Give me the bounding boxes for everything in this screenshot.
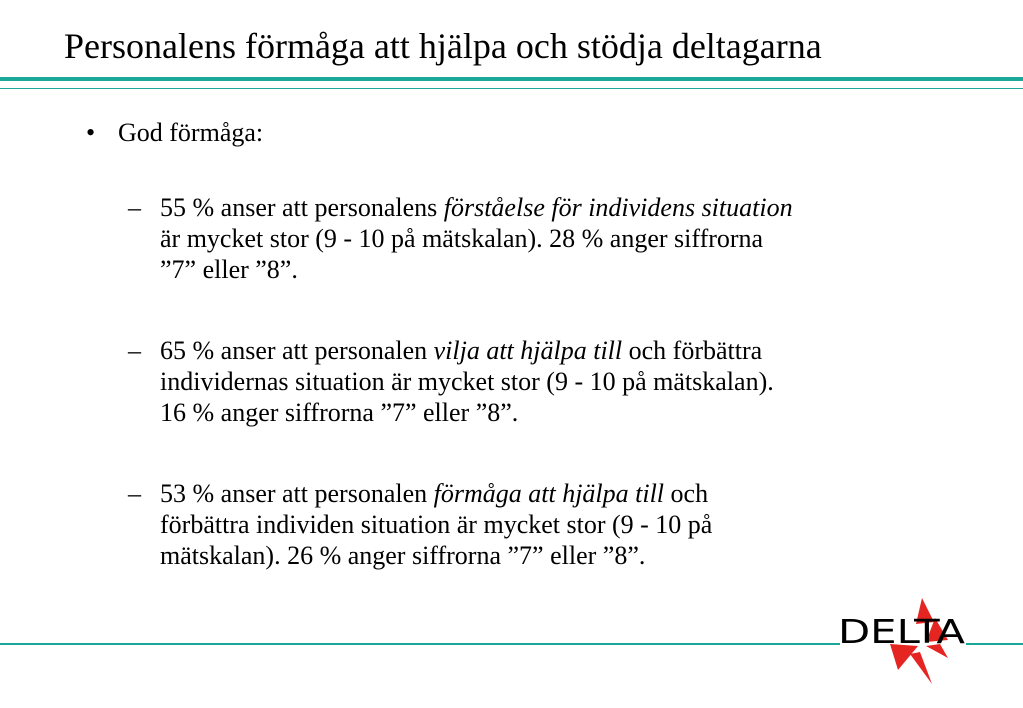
sub-bullet-1 xyxy=(128,192,948,285)
emphasis-text: förståelse för individens situation xyxy=(443,193,793,222)
sub-bullet-line: 16 % anger siffrorna ”7” eller ”8”. xyxy=(160,398,519,427)
sub-bullet-3 xyxy=(128,478,948,571)
sub-bullet-line: individernas situation är mycket stor (9 - 10 på mätskalan). xyxy=(160,367,774,396)
sub-bullet-line: är mycket stor (9 - 10 på mätskalan). 28 % anger siffrorna xyxy=(160,224,764,253)
slide-title: Personalens förmåga att hjälpa och stödja deltagarna xyxy=(64,26,822,66)
footer-rule xyxy=(966,643,1023,645)
dash-marker: – xyxy=(128,193,141,222)
dash-marker: – xyxy=(128,336,141,365)
bullet-marker: • xyxy=(86,118,96,147)
text-run: och förbättra xyxy=(622,336,763,365)
sub-bullet-line xyxy=(128,192,948,223)
sub-bullet-line xyxy=(128,478,948,509)
logo-wordmark: DELTA xyxy=(838,612,966,651)
emphasis-text: vilja att hjälpa till xyxy=(433,336,623,365)
bullet-text: God förmåga: xyxy=(118,118,264,147)
emphasis-text: förmåga att hjälpa till xyxy=(433,479,665,508)
main-bullet xyxy=(86,118,263,148)
text-run: 55 % anser att personalens xyxy=(160,193,444,222)
text-run: och xyxy=(664,479,709,508)
sub-bullet-2 xyxy=(128,335,948,428)
sub-bullet-line: ”7” eller ”8”. xyxy=(160,255,298,284)
header-rule-thick xyxy=(0,77,1023,81)
sub-bullet-line xyxy=(128,335,948,366)
text-run: 65 % anser att personalen xyxy=(160,336,434,365)
header-rule-thin xyxy=(0,88,1023,89)
dash-marker: – xyxy=(128,479,141,508)
sub-bullet-line: förbättra individen situation är mycket stor (9 - 10 på xyxy=(160,510,713,539)
footer-rule xyxy=(0,643,840,645)
text-run: 53 % anser att personalen xyxy=(160,479,434,508)
sub-bullet-line: mätskalan). 26 % anger siffrorna ”7” eller ”8”. xyxy=(160,541,646,570)
delta-logo xyxy=(836,596,970,686)
